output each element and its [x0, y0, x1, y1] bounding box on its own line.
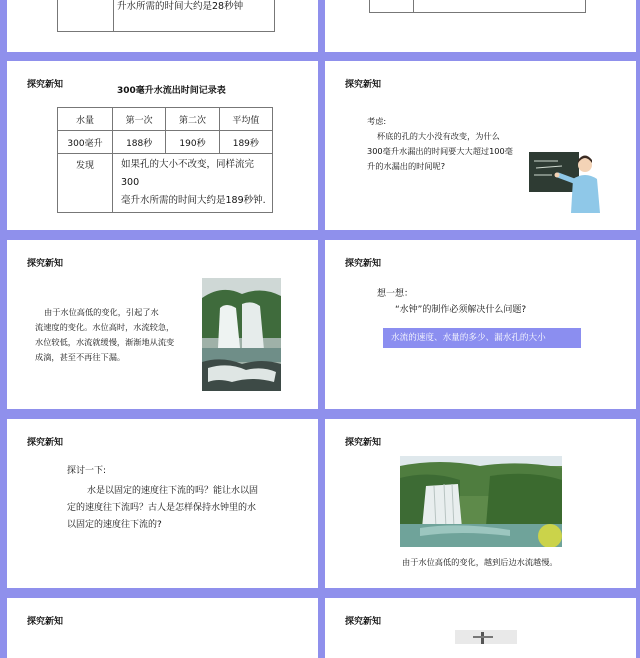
explanation-line: 由于水位高低的变化，引起了水: [44, 307, 159, 317]
discuss-label: 探讨一下:: [67, 466, 107, 476]
waterfall-caption: 由于水位高低的变化，越到后边水流越慢。: [402, 557, 558, 567]
finding-line: 毫升水所需的时间大约是189秒钟.: [121, 195, 266, 206]
slide-bottom-left[interactable]: [7, 598, 318, 658]
slide-discuss[interactable]: [7, 419, 318, 588]
waterfall-photo: [202, 278, 281, 391]
slide-header: 探究新知: [27, 617, 64, 627]
slide-water-level[interactable]: [7, 240, 318, 409]
slide-header: 探究新知: [27, 80, 64, 90]
explanation-line: 成滴，甚至不再往下漏。: [35, 352, 126, 362]
table-cell: 189秒: [219, 131, 272, 154]
think-line: 300毫升水漏出的时间要大大超过100毫: [367, 146, 513, 156]
slide-header: 探究新知: [345, 617, 382, 627]
slide-header: 探究新知: [345, 259, 382, 269]
slide-header: 探究新知: [345, 80, 382, 90]
explanation-line: 流速度的变化。水位高时，水流较急，: [35, 322, 175, 332]
discuss-line: 定的速度往下流吗？古人是怎样保持水钟里的水: [67, 503, 257, 513]
discuss-line: 以固定的速度往下流的?: [67, 520, 162, 530]
table-divider: [113, 0, 114, 31]
finding-cell: [113, 154, 273, 213]
slide-header: 探究新知: [345, 438, 382, 448]
slide-think[interactable]: [325, 61, 636, 230]
finding-line: 如果孔的大小不改变，同样流完300: [121, 159, 255, 188]
slide-problem[interactable]: [325, 240, 636, 409]
record-table: [57, 107, 273, 213]
table-fragment: [369, 0, 586, 13]
table-cell: 190秒: [166, 131, 219, 154]
slide-header: 探究新知: [27, 438, 64, 448]
table-header-row: [58, 108, 273, 131]
slide-bottom-right[interactable]: [325, 598, 636, 658]
table-title: 300毫升水流出时间记录表: [117, 86, 226, 96]
think-line: 升的水漏出的时间呢?: [367, 161, 446, 171]
slide-top-left[interactable]: [7, 0, 318, 52]
table-header-cell: 第一次: [113, 108, 166, 131]
answer-box: 水流的速度、水量的多少、漏水孔的大小: [383, 328, 581, 348]
slide-header: 探究新知: [27, 259, 64, 269]
table-row: [58, 154, 273, 213]
table-header-cell: 水量: [58, 108, 113, 131]
table-header-cell: 平均值: [219, 108, 272, 131]
discuss-line: 水是以固定的速度往下流的吗？能让水以固: [87, 486, 259, 496]
slide-top-right[interactable]: [325, 0, 636, 52]
teacher-illustration: [528, 149, 604, 213]
problem-question: “水钟”的制作必须解决什么问题?: [395, 305, 527, 315]
table-divider: [413, 0, 414, 12]
slide-record-table[interactable]: [7, 61, 318, 230]
think-label: 考虑:: [367, 116, 387, 126]
waterfall-photo: [400, 456, 562, 547]
table-cell: 300毫升: [58, 131, 113, 154]
problem-label: 想一想：: [377, 289, 414, 299]
slide-waterfall[interactable]: [325, 419, 636, 588]
apparatus-photo: [455, 630, 517, 644]
table-row: [58, 131, 273, 154]
finding-label: 发现: [58, 154, 113, 213]
table-cell: 188秒: [113, 131, 166, 154]
explanation-line: 水位较低，水流就缓慢，渐渐地从流变: [35, 337, 175, 347]
think-line: 杯底的孔的大小没有改变，为什么: [377, 131, 500, 141]
finding-text: 升水所需的时间大约是28秒钟: [117, 1, 244, 12]
table-header-cell: 第二次: [166, 108, 219, 131]
